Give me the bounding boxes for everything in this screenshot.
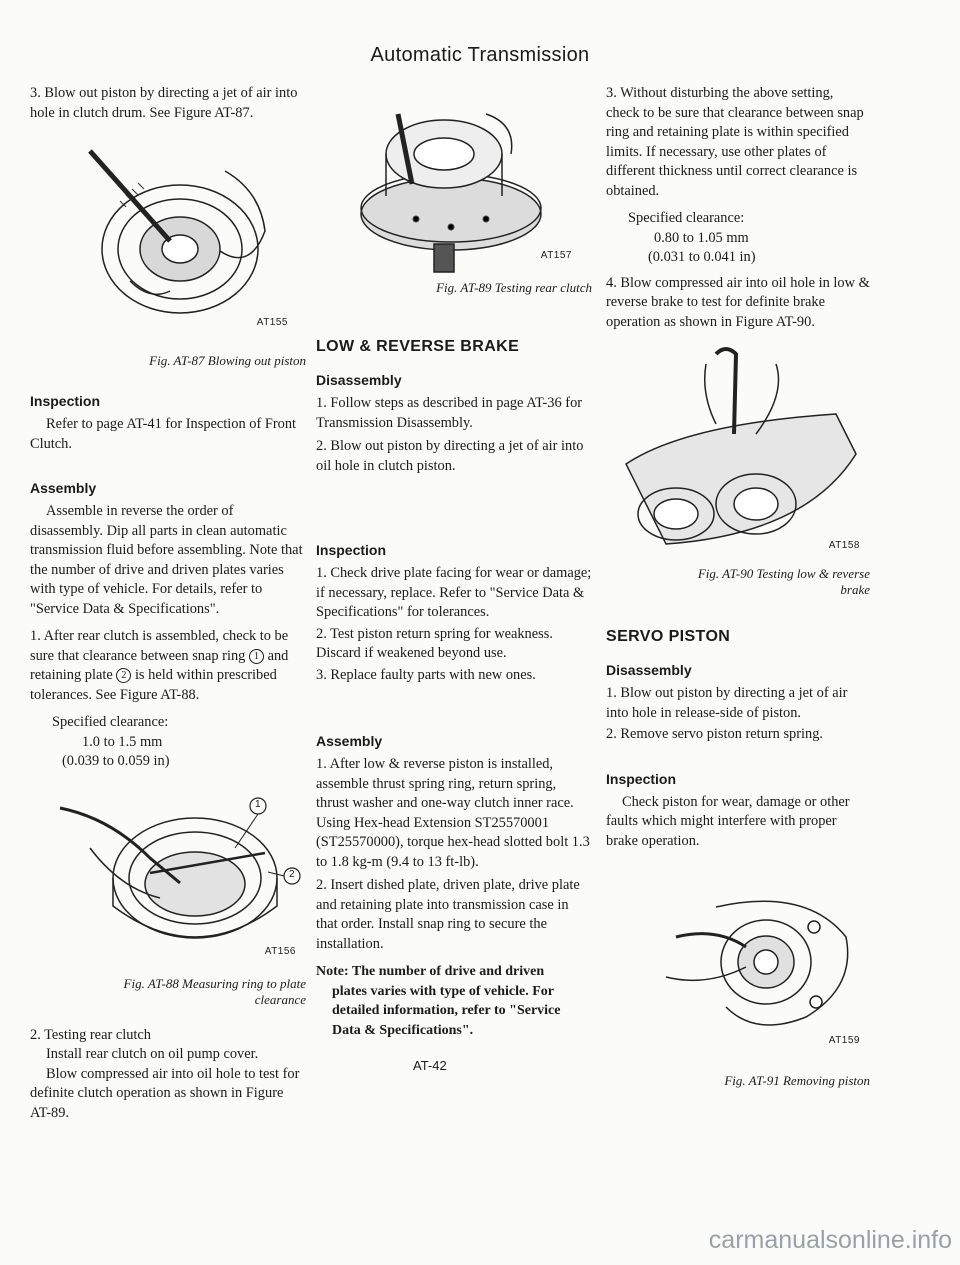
figure-at88 (30, 788, 306, 956)
figure-caption: Fig. AT-91 Removing piston (724, 1073, 870, 1088)
step-blow-out-piston: 3. Blow out piston by directing a jet of air into hole in clutch drum. See Figure AT-87. (30, 85, 298, 121)
figure-caption: Fig. AT-88 Measuring ring to plate clearance (123, 975, 306, 1007)
figure-caption: Fig. AT-87 Blowing out piston (149, 353, 306, 368)
removing-piston-illustration (606, 867, 870, 1047)
heading-assembly: Assembly (316, 733, 383, 749)
marker-1: 1 (249, 649, 264, 664)
marker-2: 2 (116, 668, 131, 683)
inspection-text: Refer to page AT-41 for Inspection of Front Clutch. (30, 416, 297, 452)
blowing-piston-illustration (30, 131, 306, 331)
assembly-text: Assemble in reverse the order of disassembly. Dip all parts in clean automatic transmission fluid before assembling. Note that the number of drive and driven plates varies with type of vehicle. For details, refer to "Service Data & Specifications". (30, 503, 303, 617)
heading-inspection: Inspection (606, 770, 677, 787)
page-header: Automatic Transmission (370, 44, 590, 66)
heading-assembly: Assembly (30, 480, 97, 496)
step-testing-rear-clutch: 2. Testing rear clutch (30, 1026, 152, 1043)
inspection-step-3: 3. Replace faulty parts with new ones. (316, 666, 536, 683)
disassembly-step-2: 2. Blow out piston by directing a jet of air into oil hole in clutch piston. (316, 438, 584, 474)
measuring-ring-illustration (30, 788, 306, 956)
figure-code: AT156 (264, 945, 296, 957)
inspection-step-2: 2. Test piston return spring for weakness. Discard if weakened beyond use. (316, 625, 553, 661)
figure-code: AT159 (828, 1035, 860, 1046)
column-left (30, 84, 306, 1131)
heading-inspection: Inspection (316, 542, 387, 558)
rear-clutch-test-illustration (316, 84, 592, 274)
callout-2: 2 (289, 868, 296, 880)
watermark: carmanualsonline.info (708, 1226, 952, 1254)
step-check-clearance-limits: 3. Without disturbing the above setting, check to be sure that clearance between snap ring and retaining plate is within specified limits. If necessary, use other plates of different thickness until correct clearance is obtained. (606, 85, 864, 199)
column-right (606, 84, 870, 1089)
figure-caption: Fig. AT-90 Testing low & reverse brake (697, 566, 870, 597)
figure-caption: Fig. AT-89 Testing rear clutch (436, 280, 592, 295)
inspection-step-1: 1. Check drive plate facing for wear or damage; if necessary, replace. Refer to "Service Data & Specifications" for tolerances. (316, 565, 592, 620)
callout-1: 1 (255, 798, 262, 810)
figure-at91 (606, 867, 870, 1047)
note-body: plates varies with type of vehicle. For detailed information, refer to "Service Data & Specifications". (332, 983, 561, 1038)
disassembly-step-2: 2. Remove servo piston return spring. (606, 726, 824, 742)
spec-clearance: Specified clearance: 0.80 to 1.05 mm (0.031 to 0.041 in) (628, 210, 756, 265)
step-blow-brake: 4. Blow compressed air into oil hole in low & reverse brake to test for definite brake operation as shown in Figure AT-90. (606, 274, 870, 330)
assembly-step-1: 1. After low & reverse piston is installed, assemble thrust spring ring, return spring, thrust washer and one-way clutch inner race. Using Hex-head Extension ST25570001 (ST25570000), torque hex-head slotted bolt 1.3 to 1.8 kg-m (9.4 to 13 ft-lb). (316, 756, 590, 870)
heading-disassembly: Disassembly (606, 662, 692, 678)
step-install-text: Install rear clutch on oil pump cover. (46, 1046, 259, 1062)
page-number: AT-42 (413, 1058, 447, 1073)
spec-clearance: Specified clearance: 1.0 to 1.5 mm (0.039 to 0.059 in) (52, 714, 170, 769)
assembly-step-2: 2. Insert dished plate, driven plate, drive plate and retaining plate into transmission case in that order. Install snap ring to secure the installation. (316, 877, 580, 952)
section-low-reverse-brake: LOW & REVERSE BRAKE (316, 338, 520, 355)
step-check-clearance: 1. After rear clutch is assembled, check to be sure that clearance between snap ring 1 and retaining plate 2 is held within prescribed tolerances. See Figure AT-88. (30, 628, 289, 703)
figure-code: AT158 (828, 540, 860, 551)
inspection-text: Check piston for wear, damage or other faults which might interfere with proper brake operation. (606, 793, 850, 849)
figure-at87 (30, 131, 306, 331)
figure-code: AT157 (540, 250, 572, 261)
heading-disassembly: Disassembly (316, 372, 402, 388)
brake-test-illustration (606, 344, 870, 554)
disassembly-step-1: 1. Follow steps as described in page AT-36 for Transmission Disassembly. (316, 395, 583, 431)
figure-at90 (606, 344, 870, 554)
note-label: Note: The number of drive and driven (316, 964, 545, 979)
disassembly-step-1: 1. Blow out piston by directing a jet of air into hole in release-side of piston. (606, 685, 848, 721)
figure-code: AT155 (256, 317, 288, 328)
step-blow-text: Blow compressed air into oil hole to test for definite clutch operation as shown in Figure AT-89. (30, 1065, 300, 1121)
column-middle (316, 84, 592, 1040)
heading-inspection: Inspection (30, 393, 101, 409)
figure-at89 (316, 84, 592, 274)
section-servo-piston: SERVO PISTON (606, 628, 731, 645)
